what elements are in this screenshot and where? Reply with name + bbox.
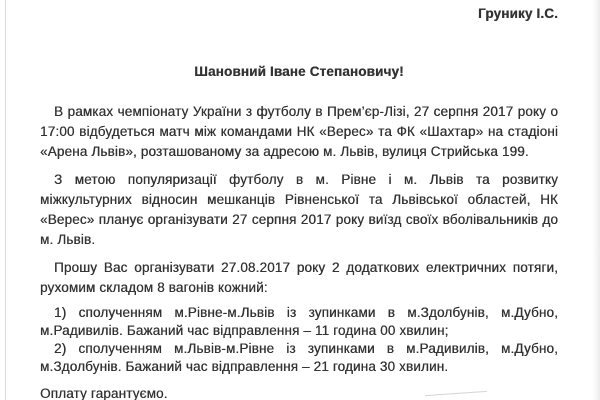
body-paragraph-3: Прошу Вас організувати 27.08.2017 року 2 додаткових електричних потяги, рухомим складом 8 вагонів кожний: (40, 260, 558, 295)
list-item-2: 2) сполученням м.Львів-м.Рівне із зупинками в м.Радивилів, м.Дубно, м.Здолбунів. Бажаний час відправлення – 21 година 30 хвилин. (40, 341, 558, 374)
closing-line: Оплату гарантуємо. (40, 386, 168, 400)
salutation: Шановний Іване Степановичу! (194, 64, 404, 79)
body-paragraph-1: В рамках чемпіонату України з футболу в Прем’єр-Лізі, 27 серпня 2017 року о 17:00 відбудеться матч між командами НК «Верес» та ФК «Шахтар» на стадіоні «Арена Львів», розташованому за адресою м. Львів, вулиця Стрийська 199. (40, 104, 558, 159)
recipient-line: Грунику І.С. (478, 6, 558, 21)
body-paragraph-2: З метою популяризації футболу в м. Рівне і м. Львів та розвитку міжкультурних відносин мешканців Рівненської та Львівської областей, НК «Верес» планує організувати 27 серпня 2017 року виїзд своїх вболівальників до м. Львів. (40, 172, 558, 247)
page-left-edge (5, 0, 6, 400)
page-right-edge (592, 0, 600, 400)
list-item-1: 1) сполученням м.Рівне-м.Львів із зупинками в м.Здолбунів, м.Дубно, м.Радивилів. Бажаний час відправлення – 11 година 00 хвилин; (40, 305, 558, 338)
letter-content (40, 0, 558, 400)
